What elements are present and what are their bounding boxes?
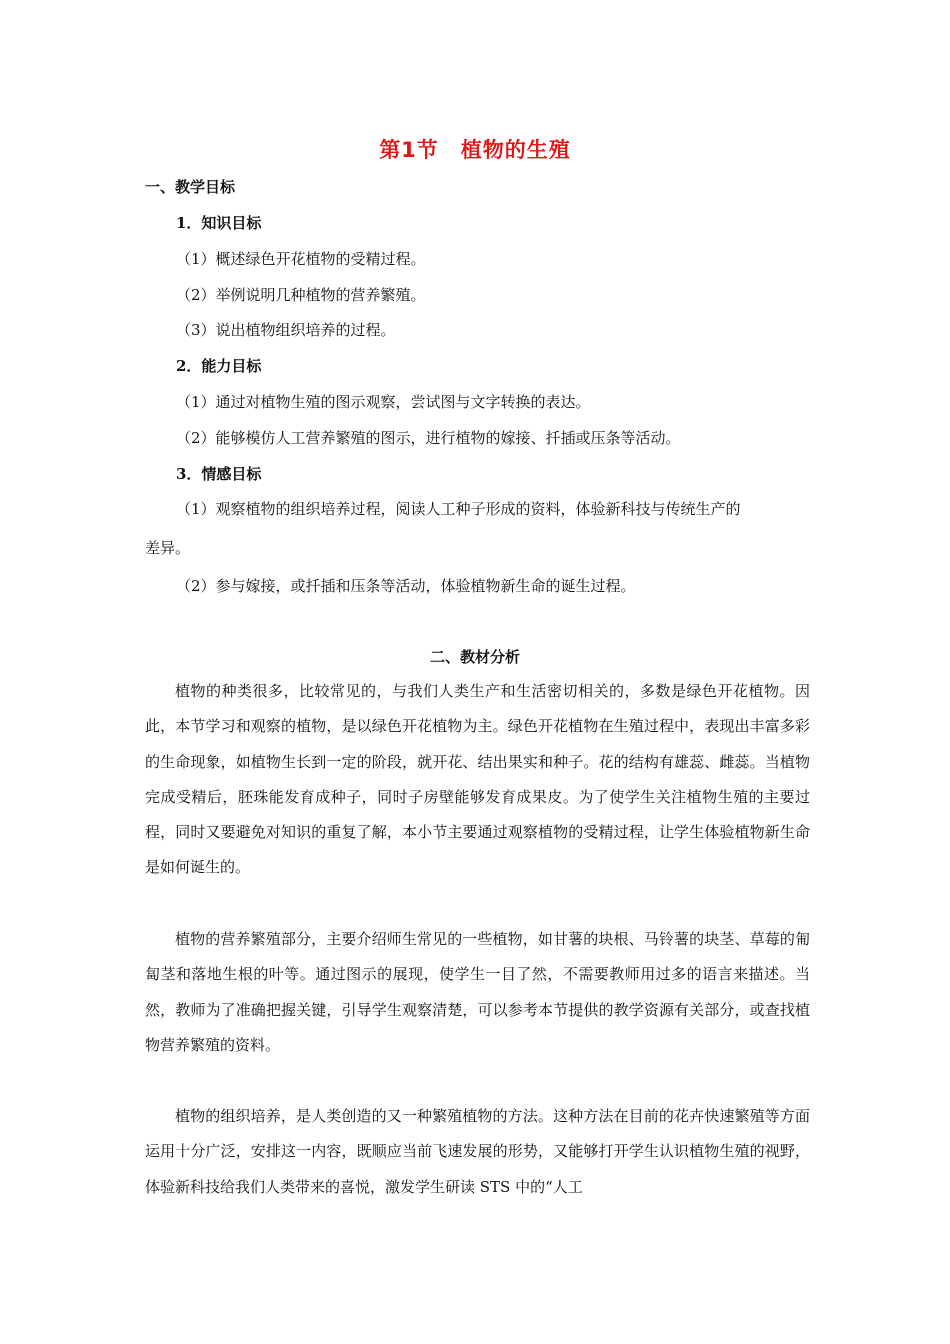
ability-item-1: （1）通过对植物生殖的图示观察，尝试图与文字转换的表达。	[176, 393, 591, 411]
emotion-item-1-line-1: （1）观察植物的组织培养过程，阅读人工种子形成的资料，体验新科技与传统生产的	[176, 500, 741, 518]
emotion-item-1-line-2: 差异。	[145, 539, 191, 557]
subheading-emotion: 3．情感目标	[176, 465, 262, 483]
ability-item-2: （2）能够模仿人工营养繁殖的图示，进行植物的嫁接、扦插或压条等活动。	[176, 429, 681, 447]
knowledge-item-1: （1）概述绿色开花植物的受精过程。	[176, 250, 426, 268]
subheading-ability: 2．能力目标	[176, 357, 262, 375]
analysis-paragraph-3: 植物的组织培养，是人类创造的又一种繁殖植物的方法。这种方法在目前的花卉快速繁殖等方面运用十分广泛，安排这一内容，既顺应当前飞速发展的形势，又能够打开学生认识植物生殖的视野，体验新科技给我们人类带来的喜悦，激发学生研读 STS 中的“人工	[145, 1107, 810, 1196]
page-title: 第1节 植物的生殖	[379, 138, 571, 162]
emotion-item-2: （2）参与嫁接，或扦插和压条等活动，体验植物新生命的诞生过程。	[176, 577, 636, 595]
knowledge-item-2: （2）举例说明几种植物的营养繁殖。	[176, 286, 426, 304]
analysis-paragraph-2: 植物的营养繁殖部分，主要介绍师生常见的一些植物，如甘薯的块根、马铃薯的块茎、草莓的匍匐茎和落地生根的叶等。通过图示的展现，使学生一目了然，不需要教师用过多的语言来描述。当然，教师为了准确把握关键，引导学生观察清楚，可以参考本节提供的教学资源有关部分，或查找植物营养繁殖的资料。	[145, 930, 810, 1054]
analysis-paragraph-1: 植物的种类很多，比较常见的，与我们人类生产和生活密切相关的，多数是绿色开花植物。因此，本节学习和观察的植物，是以绿色开花植物为主。绿色开花植物在生殖过程中，表现出丰富多彩的生命现象，如植物生长到一定的阶段，就开花、结出果实和种子。花的结构有雄蕊、雌蕊。当植物完成受精后，胚珠能发育成种子，同时子房壁能够发育成果皮。为了使学生关注植物生殖的主要过程，同时又要避免对知识的重复了解，本小节主要通过观察植物的受精过程，让学生体验植物新生命是如何诞生的。	[145, 682, 810, 877]
subheading-knowledge: 1．知识目标	[176, 214, 262, 232]
knowledge-item-3: （3）说出植物组织培养的过程。	[176, 321, 396, 339]
section-heading-objectives: 一、教学目标	[145, 178, 236, 196]
section-heading-analysis: 二、教材分析	[429, 648, 520, 666]
